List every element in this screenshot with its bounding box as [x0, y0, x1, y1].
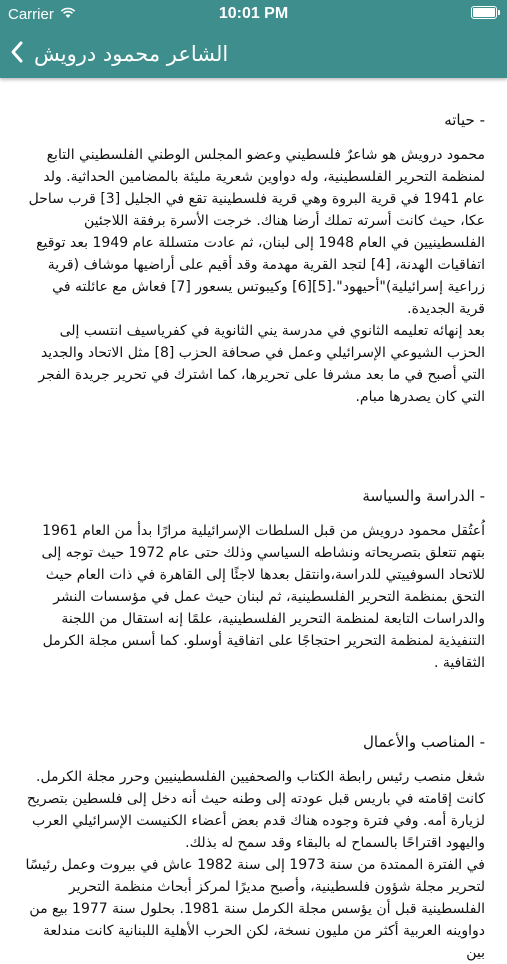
chevron-left-icon: [10, 41, 24, 68]
paragraph: شغل منصب رئيس رابطة الكتاب والصحفيين الفلسطينيين وحرر مجلة الكرمل. كانت إقامته في باريس قبل عودته إلى وطنه حيث أنه دخل إلى فلسطين بتصريح لزيارة أمه. وفي فترة وجوده هناك قدم بعض أعضاء الكنيست الإسرائيلي العرب واليهود اقتراحًا بالسماح له بالبقاء وقد سمح له بذلك.: [26, 769, 485, 851]
section-heading: - المناصب والأعمال: [363, 733, 485, 751]
paragraph: محمود درويش هو شاعرٌ فلسطيني وعضو المجلس الوطني الفلسطيني التابع لمنظمة التحرير الفلسطينية، وله دواوين شعرية مليئة بالمضامين الحداثية. ولد عام 1941 في قرية البروة وهي قرية فلسطينية تقع في الجليل [3] قرب ساحل عكا، حيث كانت أسرته تملك أرضا هناك. خرجت الأسرة برفقة اللاجئين الفلسطينيين في العام 1948 إلى لبنان، ثم عادت متسللة عام 1949 بعد توقيع اتفاقيات الهدنة، [4] لتجد القرية مهدمة وقد أقيم على أراضيها موشاف (قرية زراعية إسرائيلية)"أحيهود".[5][6] وكيبوتس يسعور [7] فعاش مع عائلته في قرية الجديدة.: [28, 147, 485, 317]
section-body: [22, 144, 485, 408]
paragraph: اُعتُقل محمود درويش من قبل السلطات الإسرائيلية مرارًا بدأ من العام 1961 بتهم تتعلق بتصريحاته ونشاطه السياسي وذلك حتى عام 1972 حيث توجه إلى للاتحاد السوفييتي للدراسة،وانتقل بعدها لاجئًا إلى القاهرة في ذات العام حيث التحق بمنظمة التحرير الفلسطينية، ثم لبنان حيث عمل في مؤسسات النشر والدراسات التابعة لمنظمة التحرير الفلسطينية، علمًا إنه استقال من اللجنة التنفيذية لمنظمة التحرير احتجاجًا على اتفاقية أوسلو. كما أسس مجلة الكرمل الثقافية .: [41, 523, 485, 671]
navigation-bar: [0, 30, 507, 78]
paragraph: في الفترة الممتدة من سنة 1973 إلى سنة 1982 عاش في بيروت وعمل رئيسًا لتحرير مجلة شؤون فلسطينية، وأصبح مديرًا لمركز أبحاث منظمة التحرير الفلسطينية قبل أن يؤسس مجلة الكرمل سنة 1981. بحلول سنة 1977 بيع من دواوينه العربية أكثر من مليون نسخة، لكن الحرب الأهلية اللبنانية كانت مندلعة بين: [25, 857, 485, 961]
status-time: 10:01 PM: [218, 5, 289, 22]
carrier-label: Carrier: [8, 6, 54, 23]
article-content[interactable]: [22, 92, 485, 961]
section-heading: - الدراسة والسياسة: [362, 487, 485, 505]
section-study-politics: [22, 484, 485, 674]
nav-title: الشاعر محمود درويش: [34, 42, 229, 66]
status-bar: [0, 0, 507, 30]
section-spacer: [22, 674, 485, 714]
section-spacer: [22, 408, 485, 468]
section-heading: - حياته: [444, 111, 485, 129]
battery-icon: [471, 6, 497, 19]
paragraph: بعد إنهائه تعليمه الثانوي في مدرسة يني الثانوية في كفرياسيف انتسب إلى الحزب الشيوعي الإسرائيلي وعمل في صحافة الحزب [8] مثل الاتحاد والجديد التي أصبح في ما بعد مشرفا على تحريرها، كما اشترك في تحرير جريدة الفجر التي كان يصدرها مبام.: [38, 323, 485, 405]
section-life: [22, 108, 485, 408]
section-positions-works: [22, 730, 485, 964]
status-right: [471, 6, 497, 19]
back-button[interactable]: [10, 34, 228, 74]
section-body: [22, 520, 485, 674]
section-body: [22, 766, 485, 964]
